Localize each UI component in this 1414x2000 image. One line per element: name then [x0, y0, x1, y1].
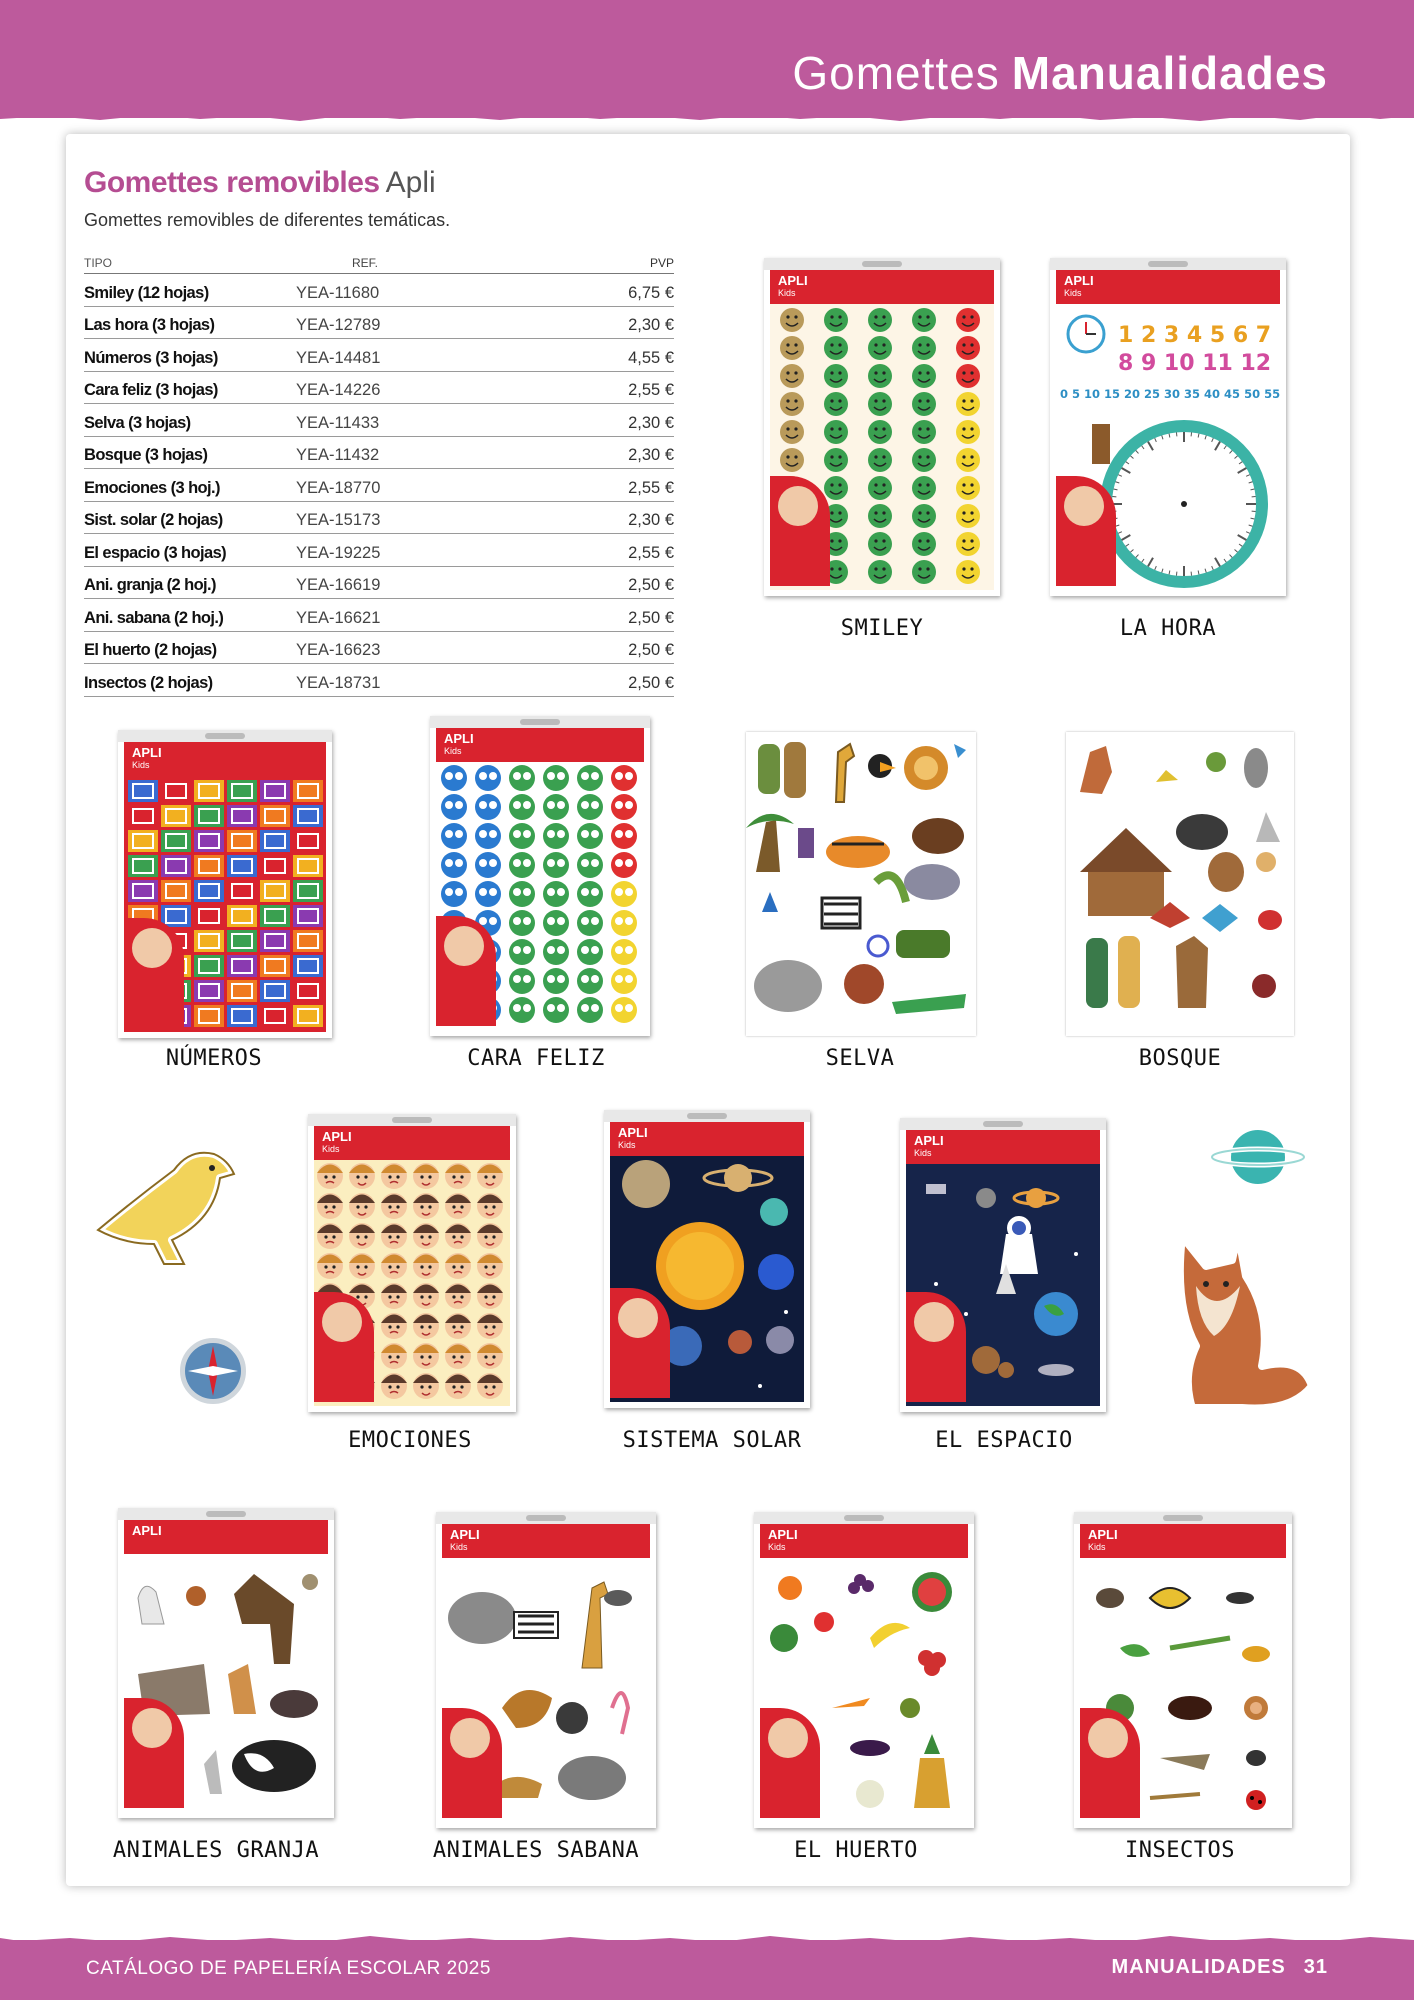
kids-logo: Kids	[132, 760, 150, 770]
fox-sticker	[1162, 1226, 1322, 1418]
row-price: 2,30 €	[628, 446, 674, 464]
row-ref: YEA-19225	[296, 543, 381, 562]
row-tipo: Las hora (3 hojas)	[84, 316, 215, 334]
forest-stickers-art	[1066, 732, 1294, 1036]
apli-logo: APLI	[768, 1527, 798, 1542]
clock-numbers-row2: 8 9 10 11 12	[1118, 351, 1272, 376]
pack-sistema-solar	[604, 1110, 810, 1408]
pack-hook	[1074, 1512, 1292, 1524]
label-animales-sabana: ANIMALES SABANA	[432, 1838, 640, 1863]
kids-logo: Kids	[618, 1140, 636, 1150]
label-selva: SELVA	[825, 1046, 895, 1071]
apli-logo: APLI	[1064, 273, 1094, 288]
header-tipo: TIPO	[84, 256, 113, 270]
row-price: 2,30 €	[628, 413, 674, 432]
price-table	[84, 254, 674, 697]
pack-emociones	[308, 1114, 516, 1412]
table-row	[84, 599, 674, 632]
row-tipo: Emociones (3 hoj.)	[84, 478, 220, 497]
product-description: Gomettes removibles de diferentes temáticas.	[84, 210, 451, 230]
row-ref: YEA-18770	[296, 478, 381, 497]
footer-catalog-title: CATÁLOGO DE PAPELERÍA ESCOLAR 2025	[86, 1958, 491, 1979]
row-tipo: Ani. sabana (2 hoj.)	[84, 608, 224, 627]
pack-insectos	[1074, 1512, 1292, 1828]
kid-photo-tab	[770, 476, 830, 586]
kids-logo: Kids	[1088, 1542, 1106, 1552]
label-emociones: EMOCIONES	[348, 1428, 472, 1453]
table-row	[84, 372, 674, 405]
footer-section-name: MANUALIDADES	[1111, 1956, 1286, 1978]
row-tipo: Cara feliz (3 hojas)	[84, 381, 218, 399]
row-price: 2,30 €	[628, 316, 674, 334]
compass-sticker	[172, 1330, 254, 1412]
label-bosque: BOSQUE	[1138, 1046, 1222, 1071]
pack-animales-granja	[118, 1508, 334, 1818]
label-numeros: NÚMEROS	[165, 1046, 263, 1071]
bird-sticker	[94, 1140, 244, 1280]
kid-photo-tab	[314, 1292, 374, 1402]
kid-photo-tab	[610, 1288, 670, 1398]
row-price: 2,50 €	[628, 608, 674, 627]
label-smiley: SMILEY	[840, 616, 924, 641]
kids-logo: Kids	[450, 1542, 468, 1552]
row-tipo: Smiley (12 hojas)	[84, 283, 209, 302]
row-ref: YEA-18731	[296, 673, 381, 692]
kids-logo: Kids	[1064, 288, 1082, 298]
pack-hook	[764, 258, 1000, 270]
label-la-hora: LA HORA	[1119, 616, 1217, 641]
product-brand: Apli	[385, 166, 436, 199]
row-tipo: Números (3 hojas)	[84, 348, 218, 367]
row-ref: YEA-14481	[296, 348, 381, 367]
row-ref: YEA-16619	[296, 576, 381, 594]
label-cara-feliz: CARA FELIZ	[467, 1046, 605, 1071]
kid-photo-tab	[124, 918, 184, 1028]
pack-hook	[118, 730, 332, 742]
kid-photo-tab	[1080, 1708, 1140, 1818]
pack-hook	[118, 1508, 334, 1520]
fox-icon	[1162, 1226, 1322, 1418]
apli-logo: APLI	[450, 1527, 480, 1542]
apli-logo: APLI	[322, 1129, 352, 1144]
kids-logo: Kids	[778, 288, 796, 298]
label-el-espacio: EL ESPACIO	[935, 1428, 1073, 1453]
table-row	[84, 664, 674, 697]
apli-logo: APLI	[914, 1133, 944, 1148]
pack-cara-feliz	[430, 716, 650, 1036]
header-title	[792, 46, 1328, 100]
apli-logo: APLI	[132, 1523, 162, 1538]
kid-photo-tab	[124, 1698, 184, 1808]
table-row	[84, 534, 674, 567]
row-ref: YEA-14226	[296, 381, 381, 399]
kid-photo-tab	[436, 916, 496, 1026]
row-ref: YEA-16621	[296, 608, 381, 627]
row-ref: YEA-12789	[296, 316, 381, 334]
pack-selva	[746, 732, 976, 1036]
kid-photo-tab	[1056, 476, 1116, 586]
table-row	[84, 567, 674, 600]
label-insectos: INSECTOS	[1125, 1838, 1235, 1863]
torn-edge	[0, 110, 1414, 126]
pack-hook	[430, 716, 650, 728]
planet-icon	[1210, 1120, 1306, 1194]
table-row	[84, 469, 674, 502]
table-row	[84, 632, 674, 665]
pack-smiley	[764, 258, 1000, 596]
torn-edge	[0, 1932, 1414, 1948]
row-tipo: El espacio (3 hojas)	[84, 543, 227, 562]
kid-photo-tab	[442, 1708, 502, 1818]
header-pvp: PVP	[649, 256, 674, 270]
row-price: 2,50 €	[628, 673, 674, 692]
kid-photo-tab	[760, 1708, 820, 1818]
jungle-stickers-art	[746, 732, 976, 1036]
pack-el-huerto	[754, 1512, 974, 1828]
pack-hook	[308, 1114, 516, 1126]
table-header	[84, 254, 674, 274]
planet-sticker	[1210, 1120, 1306, 1194]
row-ref: YEA-11432	[296, 446, 380, 464]
row-tipo: Ani. granja (2 hoj.)	[84, 576, 216, 594]
row-tipo: Insectos (2 hojas)	[84, 673, 213, 692]
row-price: 2,55 €	[628, 478, 674, 497]
apli-logo: APLI	[618, 1125, 648, 1140]
pack-hook	[900, 1118, 1106, 1130]
header-ref: REF.	[352, 256, 379, 270]
row-price: 2,55 €	[628, 543, 674, 562]
pack-la-hora	[1050, 258, 1286, 596]
product-title-name: Gomettes removibles	[84, 166, 380, 199]
row-price: 2,30 €	[628, 511, 674, 529]
label-animales-granja: ANIMALES GRANJA	[112, 1838, 320, 1863]
kids-logo: Kids	[914, 1148, 932, 1158]
footer-section	[1112, 1956, 1328, 1979]
header-title-light: Gomettes	[792, 47, 1000, 99]
pack-hook	[1050, 258, 1286, 270]
apli-logo: APLI	[132, 745, 162, 760]
row-ref: YEA-11433	[296, 413, 380, 432]
row-price: 6,75 €	[628, 283, 674, 302]
product-title	[84, 166, 436, 200]
table-row	[84, 339, 674, 372]
apli-logo: APLI	[444, 731, 474, 746]
compass-icon	[172, 1330, 254, 1412]
pack-hook	[604, 1110, 810, 1122]
bird-icon	[94, 1140, 244, 1280]
clock-numbers-row3: 0 5 10 15 20 25 30 35 40 45 50 55	[1060, 387, 1280, 401]
pack-animales-sabana	[436, 1512, 656, 1828]
row-tipo: El huerto (2 hojas)	[84, 641, 217, 659]
row-price: 4,55 €	[628, 348, 674, 367]
table-row	[84, 404, 674, 437]
row-ref: YEA-16623	[296, 641, 381, 659]
kid-photo-tab	[906, 1292, 966, 1402]
row-ref: YEA-11680	[296, 283, 380, 302]
pack-numeros	[118, 730, 332, 1038]
apli-logo: APLI	[1088, 1527, 1118, 1542]
row-tipo: Selva (3 hojas)	[84, 413, 191, 432]
table-row	[84, 502, 674, 535]
label-sistema-solar: SISTEMA SOLAR	[622, 1428, 802, 1453]
row-ref: YEA-15173	[296, 511, 381, 529]
pack-hook	[754, 1512, 974, 1524]
header-title-bold: Manualidades	[1011, 47, 1328, 99]
row-tipo: Sist. solar (2 hojas)	[84, 511, 223, 529]
page-number: 31	[1303, 1956, 1328, 1978]
row-price: 2,50 €	[628, 641, 674, 659]
pack-hook	[436, 1512, 656, 1524]
row-price: 2,50 €	[628, 576, 674, 594]
clock-numbers-row1: 1 2 3 4 5 6 7	[1118, 323, 1272, 348]
apli-logo: APLI	[778, 273, 808, 288]
label-el-huerto: EL HUERTO	[794, 1838, 918, 1863]
kids-logo: Kids	[322, 1144, 340, 1154]
pack-bosque	[1066, 732, 1294, 1036]
table-row	[84, 307, 674, 340]
pack-el-espacio	[900, 1118, 1106, 1412]
kids-logo: Kids	[444, 746, 462, 756]
table-row	[84, 437, 674, 470]
kids-logo: Kids	[768, 1542, 786, 1552]
row-tipo: Bosque (3 hojas)	[84, 446, 208, 464]
table-row	[84, 274, 674, 307]
row-price: 2,55 €	[628, 381, 674, 399]
